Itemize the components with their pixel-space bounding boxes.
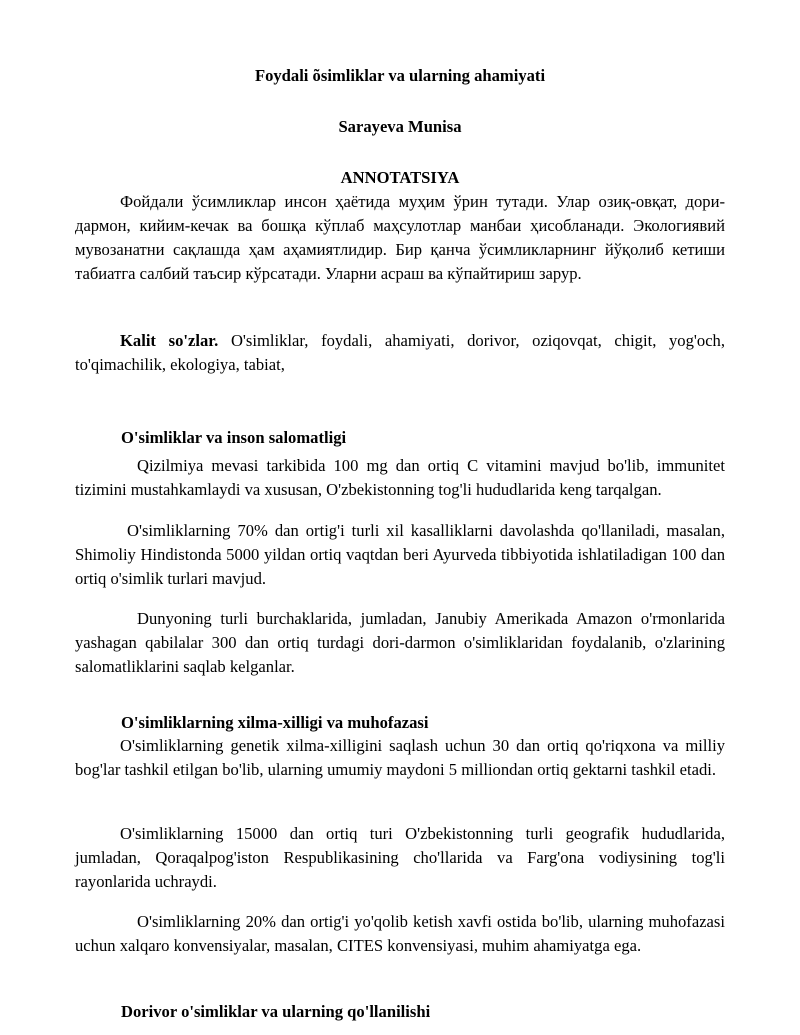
document-title: Foydali õsimliklar va ularning ahamiyati [254,66,546,85]
section-heading-diversity: O'simliklarning xilma-xilligi va muhofazasi [121,713,429,732]
section-heading-health: O'simliklar va inson salomatligi [121,428,347,447]
keywords-text: O'simliklar, foydali, ahamiyati, dorivor, oziqovqat, chigit, yog'och, to'qimachilik, ekologiya, tabiat, [75,331,726,374]
keywords-paragraph [75,329,725,377]
keywords-label: Kalit so'zlar. [120,331,219,350]
diversity-paragraph-3: O'simliklarning 20% dan ortig'i yo'qolib ketish xavfi ostida bo'lib, ularning muhofazasi uchun xalqaro konvensiyalar, masalan, CITES konvensiyasi, muhim ahamiyatga ega. [75,912,725,955]
diversity-paragraph-2: O'simliklarning 15000 dan ortiq turi O'zbekistonning turli geografik hududlarida, jumladan, Qoraqalpog'iston Respublikasining cho'llarida va Farg'ona vodiysining tog'li rayonlarida uchraydi. [75,824,725,891]
health-paragraph-1: Qizilmiya mevasi tarkibida 100 mg dan ortiq C vitamini mavjud bo'lib, immunitet tizimini mustahkamlaydi va xususan, O'zbekistonning tog'li hududlarida keng tarqalgan. [75,456,725,499]
health-paragraph-2: O'simliklarning 70% dan ortig'i turli xil kasalliklarni davolashda qo'llaniladi, masalan, Shimoliy Hindistonda 5000 yildan ortiq vaqtdan beri Ayurveda tibbiyotida ishlatiladigan 100 dan ortiq o'simlik turlari mavjud. [75,521,725,588]
health-paragraph-3: Dunyoning turli burchaklarida, jumladan, Janubiy Amerikada Amazon o'rmonlarida yashagan qabilalar 300 dan ortiq turdagi dori-darmon o'simliklaridan foydalanib, o'zlarining salomatliklarini saqlab kelganlar. [75,609,725,676]
section-heading-medicinal: Dorivor o'simliklar va ularning qo'llanilishi [121,1002,431,1021]
annotation-text: Фойдали ўсимликлар инсон ҳаётида муҳим ўрин тутади. Улар озиқ-овқат, дори-дармон, кийим-кечак ва бошқа кўплаб маҳсулотлар манбаи ҳисобланади. Экологиявий мувозанатни сақлашда ҳам аҳамиятлидир. Бир қанча ўсимликларнинг йўқолиб кетиши табиатга салбий таъсир кўрсатади. Уларни асраш ва кўпайтириш зарур. [75,192,725,283]
annotation-heading: ANNOTATSIYA [340,168,460,187]
author-name: Sarayeva Munisa [338,117,462,136]
diversity-paragraph-1: O'simliklarning genetik xilma-xilligini saqlash uchun 30 dan ortiq qo'riqxona va milliy bog'lar tashkil etilgan bo'lib, ularning umumiy maydoni 5 milliondan ortiq gektarni tashkil etadi. [75,736,725,779]
